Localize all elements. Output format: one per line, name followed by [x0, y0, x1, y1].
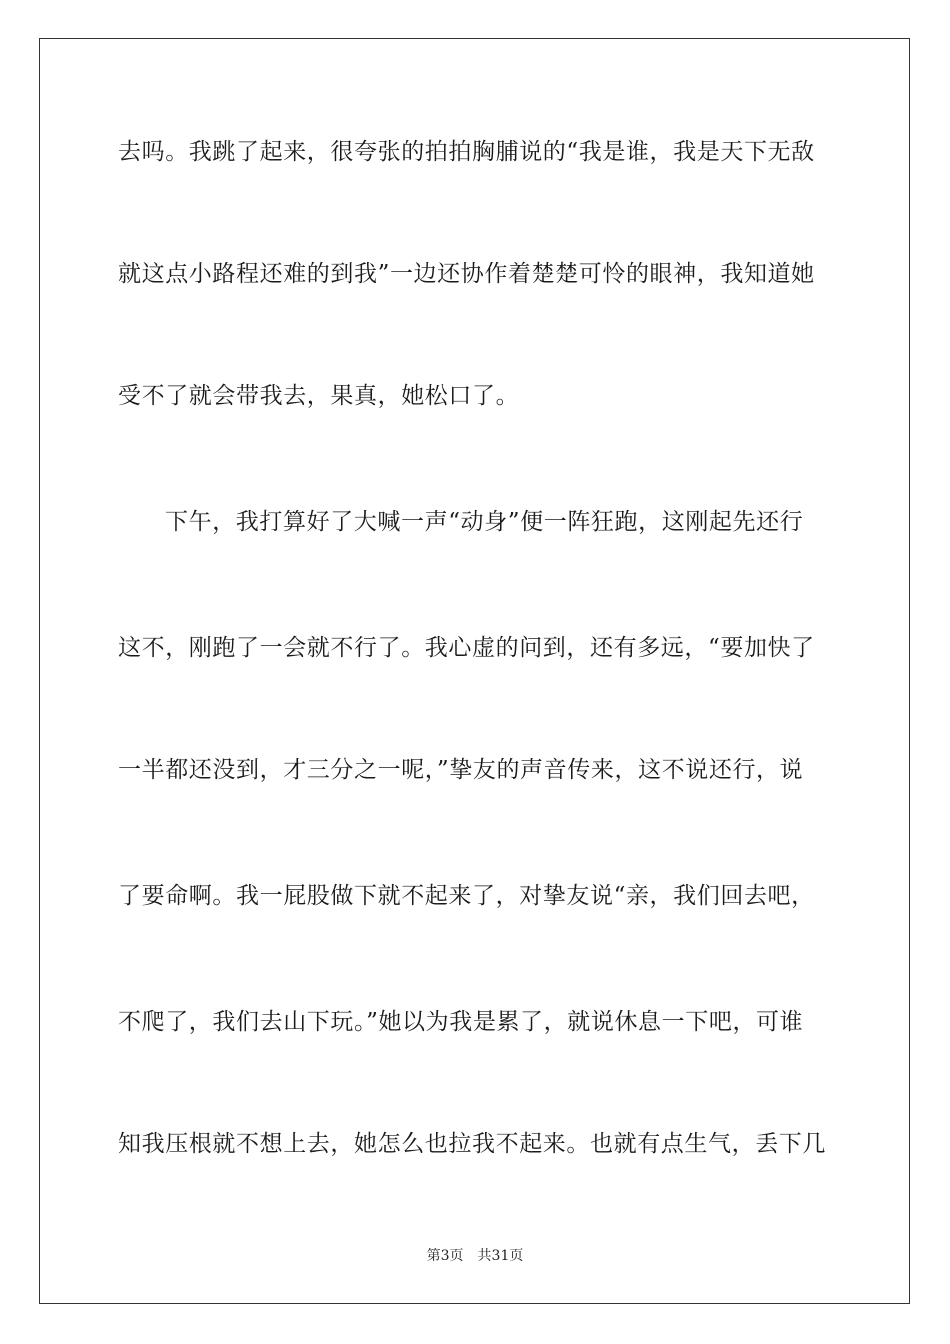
text-line: 知我压根就不想上去，她怎么也拉我不起来。也就有点生气，丢下几 — [118, 1131, 826, 1157]
text-line: 一半都还没到，才三分之一呢，”挚友的声音传来，这不说还行，说 — [118, 757, 804, 783]
paragraph-first-line: 下午，我打算好了大喊一声“动身”便一阵狂跑，这刚起先还行 — [165, 509, 804, 535]
text-line: 了要命啊。我一屁股做下就不起来了，对挚友说“亲，我们回去吧， — [118, 883, 815, 909]
page-total: 共31页 — [477, 1248, 524, 1264]
text-line: 就这点小路程还难的到我”一边还协作着楚楚可怜的眼神，我知道她 — [118, 261, 815, 287]
text-line: 不爬了，我们去山下玩。”她以为我是累了，就说休息一下吧，可谁 — [118, 1009, 804, 1035]
page-number: 第3页 — [426, 1248, 464, 1264]
page-border — [39, 38, 910, 1304]
page-footer — [0, 1246, 950, 1266]
text-line: 这不，刚跑了一会就不行了。我心虚的问到，还有多远，“要加快了 — [118, 635, 815, 661]
text-line: 去吗。我跳了起来，很夸张的拍拍胸脯说的“我是谁，我是天下无敌 — [118, 139, 815, 165]
text-line: 受不了就会带我去，果真，她松口了。 — [118, 383, 520, 409]
